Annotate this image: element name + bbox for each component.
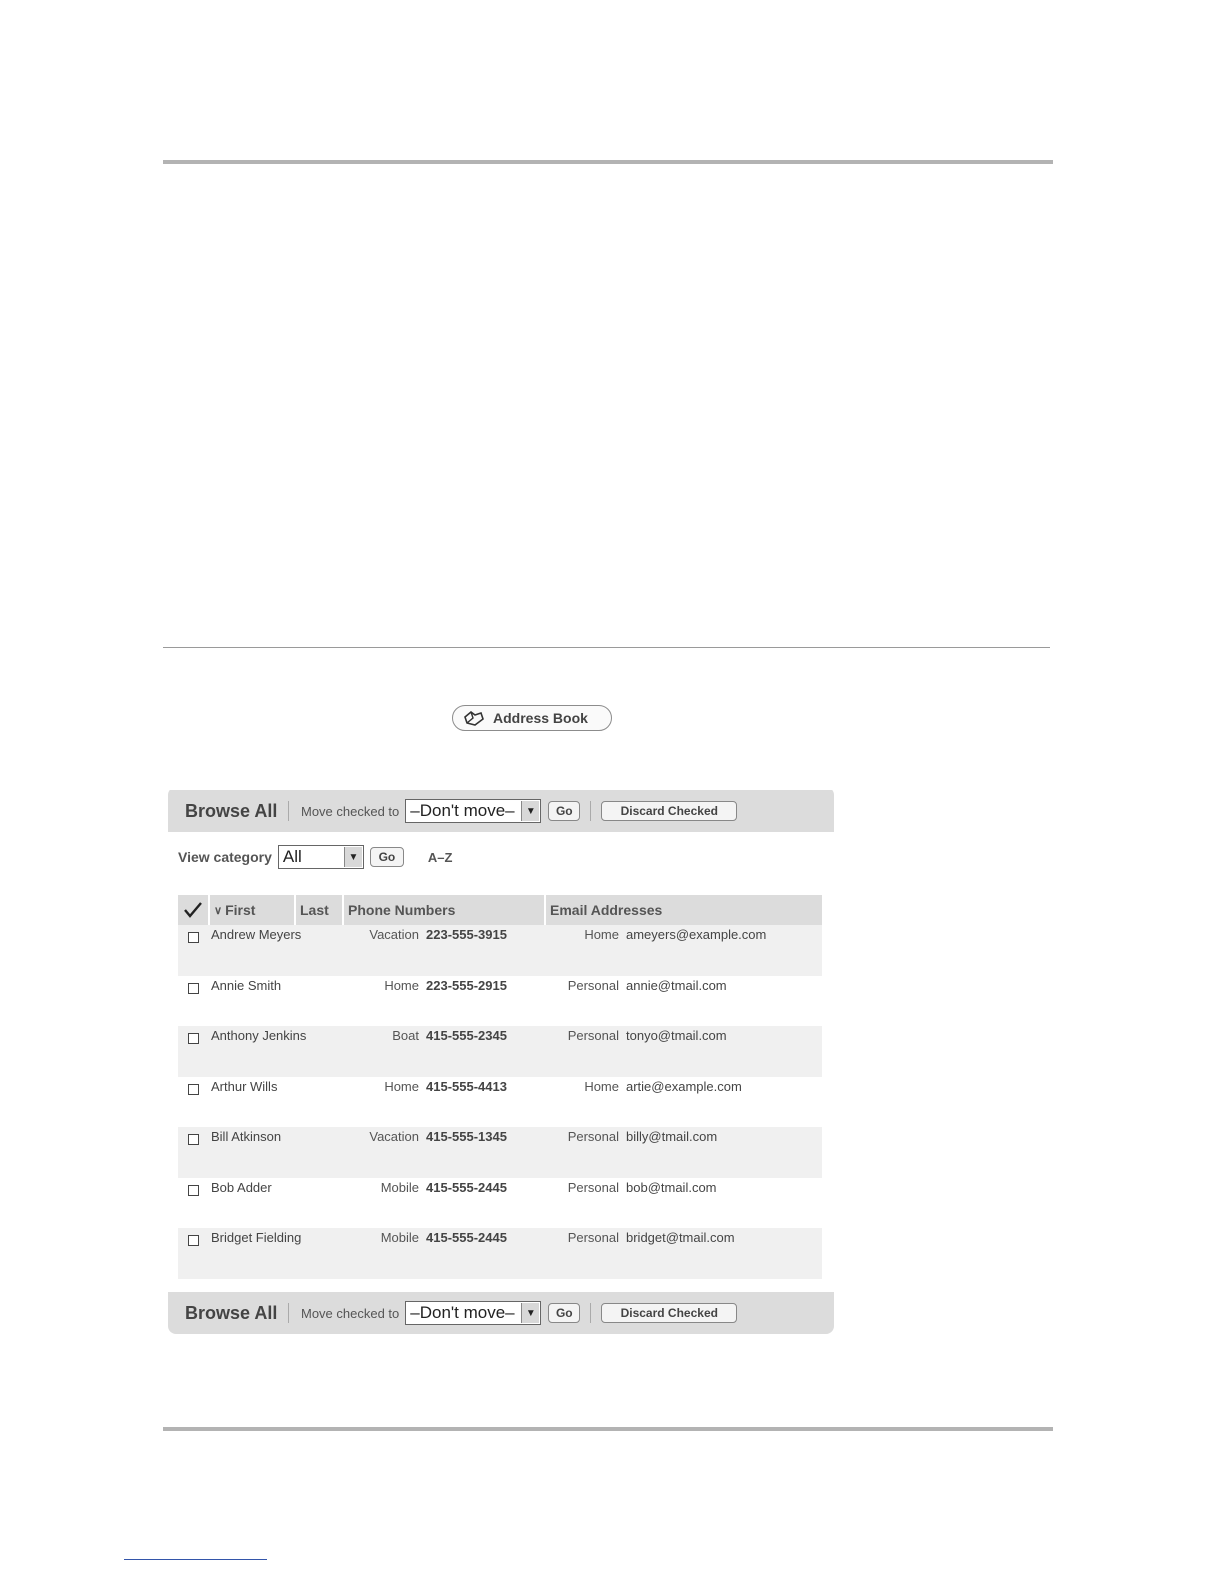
top-toolbar <box>168 790 834 832</box>
contact-name[interactable]: Andrew Meyers <box>211 927 302 942</box>
table-row <box>178 1077 822 1128</box>
az-link[interactable]: A–Z <box>427 849 453 865</box>
section-rule <box>163 647 1050 648</box>
column-email-label: Email Addresses <box>550 902 663 918</box>
checkmark-icon <box>184 902 202 918</box>
address-book-button[interactable] <box>452 705 612 731</box>
column-first-label: First <box>225 902 256 918</box>
table-row <box>178 1228 822 1279</box>
move-checked-value: –Don't move– <box>410 801 515 820</box>
bottom-toolbar <box>168 1292 834 1334</box>
phone-number: 415-555-2445 <box>426 1230 507 1245</box>
browse-all-title: Browse All <box>185 800 278 821</box>
email-address[interactable]: annie@tmail.com <box>626 977 727 993</box>
discard-checked-button[interactable]: Discard Checked <box>601 801 737 821</box>
address-book-panel <box>168 787 834 1334</box>
contact-name[interactable]: Bill Atkinson <box>211 1129 282 1144</box>
move-checked-select[interactable] <box>405 1301 541 1325</box>
top-rule <box>163 160 1053 164</box>
phone-number: 223-555-3915 <box>426 927 507 942</box>
phone-type: Boat <box>392 1028 419 1043</box>
column-phone-header <box>344 895 544 925</box>
dropdown-arrow-icon: ▼ <box>521 801 539 821</box>
email-address[interactable]: billy@tmail.com <box>626 1129 718 1144</box>
view-category-value: All <box>282 847 302 866</box>
table-header <box>178 895 822 925</box>
contact-name[interactable]: Annie Smith <box>211 977 282 993</box>
contact-list <box>178 925 822 1279</box>
phone-type: Vacation <box>369 1129 419 1144</box>
column-email-header <box>546 895 822 925</box>
column-phone-label: Phone Numbers <box>348 902 456 918</box>
email-address[interactable]: bridget@tmail.com <box>626 1230 735 1245</box>
column-last-header[interactable] <box>296 895 342 925</box>
phone-number: 415-555-2445 <box>426 1179 507 1195</box>
table-row <box>178 976 822 1027</box>
email-type: Personal <box>567 1230 619 1245</box>
table-row <box>178 1026 822 1077</box>
toolbar-divider <box>288 1303 289 1323</box>
row-checkbox[interactable] <box>188 932 199 943</box>
phone-type: Mobile <box>380 1230 419 1245</box>
move-checked-value: –Don't move– <box>410 1303 515 1322</box>
toolbar-divider <box>590 1303 591 1323</box>
email-type: Home <box>584 927 619 942</box>
row-checkbox[interactable] <box>188 1084 199 1095</box>
table-row <box>178 1178 822 1229</box>
select-all-check-header[interactable] <box>178 895 208 925</box>
email-address[interactable]: artie@example.com <box>626 1078 742 1094</box>
row-checkbox[interactable] <box>188 1235 199 1246</box>
phone-number: 415-555-2345 <box>426 1028 507 1043</box>
dropdown-arrow-icon: ▼ <box>521 1303 539 1323</box>
move-go-button[interactable]: Go <box>548 801 580 821</box>
row-checkbox[interactable] <box>188 1134 199 1145</box>
contact-name[interactable]: Bridget Fielding <box>211 1230 302 1245</box>
email-type: Personal <box>567 1028 619 1043</box>
phone-type: Home <box>384 1078 419 1094</box>
browse-all-title: Browse All <box>185 1302 278 1323</box>
phone-type: Vacation <box>369 927 419 942</box>
phone-number: 415-555-4413 <box>426 1078 507 1094</box>
discard-checked-button[interactable]: Discard Checked <box>601 1303 737 1323</box>
phone-type: Home <box>384 977 419 993</box>
bottom-rule <box>163 1427 1053 1431</box>
view-category-label: View category <box>178 849 272 865</box>
row-checkbox[interactable] <box>188 1033 199 1044</box>
phone-type: Mobile <box>380 1179 419 1195</box>
view-go-button[interactable]: Go <box>370 847 404 867</box>
row-checkbox[interactable] <box>188 1185 199 1196</box>
toolbar-divider <box>288 801 289 821</box>
email-address[interactable]: ameyers@example.com <box>626 927 767 942</box>
column-first-header[interactable] <box>210 895 294 925</box>
dropdown-arrow-icon: ▼ <box>344 847 362 867</box>
email-type: Personal <box>567 1129 619 1144</box>
phone-number: 415-555-1345 <box>426 1129 507 1144</box>
row-checkbox[interactable] <box>188 983 199 994</box>
address-book-icon <box>463 709 485 727</box>
footnote-rule <box>124 1559 267 1560</box>
phone-number: 223-555-2915 <box>426 977 507 993</box>
email-address[interactable]: tonyo@tmail.com <box>626 1028 727 1043</box>
move-go-button[interactable]: Go <box>548 1303 580 1323</box>
contact-name[interactable]: Bob Adder <box>211 1179 272 1195</box>
contact-name[interactable]: Anthony Jenkins <box>211 1028 307 1043</box>
contact-name[interactable]: Arthur Wills <box>211 1078 278 1094</box>
email-address[interactable]: bob@tmail.com <box>626 1179 717 1195</box>
email-type: Personal <box>567 1179 619 1195</box>
email-type: Home <box>584 1078 619 1094</box>
table-row <box>178 1127 822 1178</box>
column-last-label: Last <box>300 902 329 918</box>
view-category-select[interactable] <box>278 845 364 869</box>
email-type: Personal <box>567 977 619 993</box>
table-row <box>178 925 822 976</box>
move-checked-label: Move checked to <box>301 1305 400 1321</box>
toolbar-divider <box>590 801 591 821</box>
sort-chevron-icon: ∨ <box>214 904 223 917</box>
address-book-label: Address Book <box>493 710 588 726</box>
view-category-row <box>178 844 452 870</box>
move-checked-select[interactable] <box>405 799 541 823</box>
move-checked-label: Move checked to <box>301 803 400 819</box>
